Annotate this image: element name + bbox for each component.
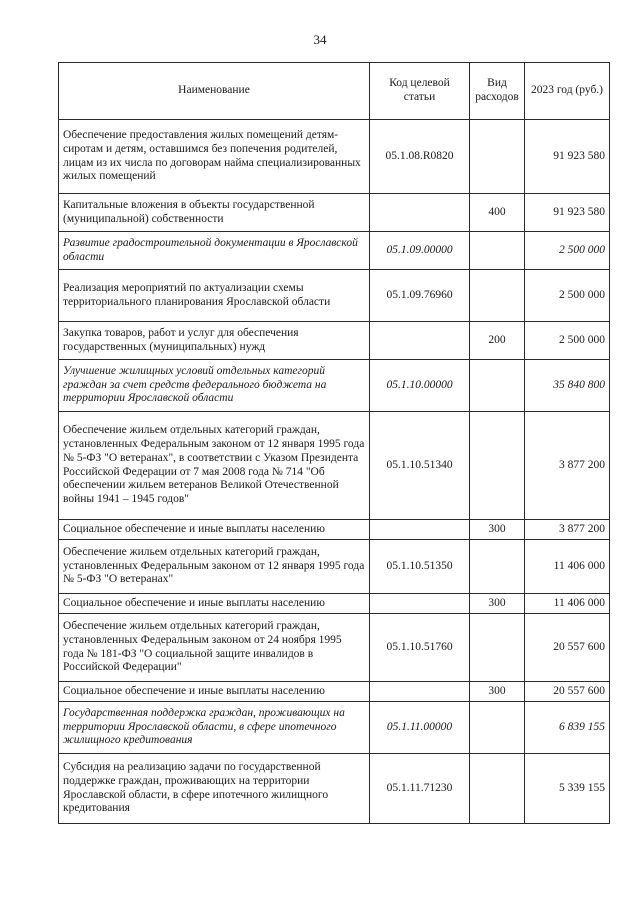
row-type: 300 [470,682,525,702]
row-code: 05.1.09.76960 [370,270,470,322]
row-amount: 3 877 200 [525,520,610,540]
table-header-row [59,63,610,120]
table-row [59,520,610,540]
row-code: 05.1.10.51760 [370,614,470,682]
row-name: Капитальные вложения в объекты государственной (муниципальной) собственности [59,194,370,232]
table-row [59,322,610,360]
row-type [470,120,525,194]
row-amount: 11 406 000 [525,540,610,594]
row-name: Реализация мероприятий по актуализации схемы территориального планирования Ярославской области [59,270,370,322]
row-amount: 91 923 580 [525,120,610,194]
row-code [370,194,470,232]
header-name: Наименование [59,63,370,120]
row-name: Социальное обеспечение и иные выплаты населению [59,682,370,702]
row-type: 400 [470,194,525,232]
table-row [59,754,610,824]
row-amount: 2 500 000 [525,232,610,270]
row-name: Обеспечение предоставления жилых помещений детям-сиротам и детям, оставшимся без попечения родителей, лицам из их числа по договорам найма специализированных жилых помещений [59,120,370,194]
row-type [470,360,525,412]
row-amount: 20 557 600 [525,614,610,682]
table-row [59,270,610,322]
table-row [59,702,610,754]
row-code [370,682,470,702]
header-type: Вид расходов [470,63,525,120]
row-code: 05.1.10.51350 [370,540,470,594]
row-amount: 3 877 200 [525,412,610,520]
row-code: 05.1.09.00000 [370,232,470,270]
table-row [59,540,610,594]
table-row [59,120,610,194]
row-code [370,594,470,614]
row-amount: 91 923 580 [525,194,610,232]
row-amount: 6 839 155 [525,702,610,754]
row-name: Субсидия на реализацию задачи по государственной поддержке граждан, проживающих на территории Ярославской области, в сфере ипотечного жилищного кредитования [59,754,370,824]
row-name: Социальное обеспечение и иные выплаты населению [59,520,370,540]
row-amount: 5 339 155 [525,754,610,824]
row-name: Закупка товаров, работ и услуг для обеспечения государственных (муниципальных) нужд [59,322,370,360]
table-row [59,682,610,702]
row-code: 05.1.11.00000 [370,702,470,754]
row-name: Обеспечение жильем отдельных категорий граждан, установленных Федеральным законом от 12 января 1995 года № 5-ФЗ "О ветеранах", в соответствии с Указом Президента Российской Федерации от 7 мая 2008 года № 714 "Об обеспечении жильем ветеранов Великой Отечественной войны 1941 – 1945 годов" [59,412,370,520]
row-code [370,520,470,540]
row-type [470,412,525,520]
row-code: 05.1.10.00000 [370,360,470,412]
row-code: 05.1.11.71230 [370,754,470,824]
table-body [59,120,610,824]
row-type [470,232,525,270]
row-type [470,754,525,824]
header-amount: 2023 год (руб.) [525,63,610,120]
row-amount: 11 406 000 [525,594,610,614]
row-amount: 2 500 000 [525,322,610,360]
row-code [370,322,470,360]
table-row [59,232,610,270]
row-name: Развитие градостроительной документации в Ярославской области [59,232,370,270]
row-name: Обеспечение жильем отдельных категорий граждан, установленных Федеральным законом от 24 ноября 1995 года № 181-ФЗ "О социальной защите инвалидов в Российской Федерации" [59,614,370,682]
row-type [470,614,525,682]
row-name: Обеспечение жильем отдельных категорий граждан, установленных Федеральным законом от 12 января 1995 года № 5-ФЗ "О ветеранах" [59,540,370,594]
header-code: Код целевой статьи [370,63,470,120]
budget-table [58,62,610,824]
page-number: 34 [313,32,327,47]
row-type: 300 [470,520,525,540]
row-amount: 35 840 800 [525,360,610,412]
table-row [59,194,610,232]
row-amount: 2 500 000 [525,270,610,322]
table-row [59,360,610,412]
row-name: Государственная поддержка граждан, проживающих на территории Ярославской области, в сфере ипотечного жилищного кредитования [59,702,370,754]
row-code: 05.1.10.51340 [370,412,470,520]
table-row [59,594,610,614]
row-name: Улучшение жилищных условий отдельных категорий граждан за счет средств федерального бюджета на территории Ярославской области [59,360,370,412]
row-type: 300 [470,594,525,614]
row-type: 200 [470,322,525,360]
row-code: 05.1.08.R0820 [370,120,470,194]
row-type [470,702,525,754]
row-type [470,270,525,322]
table-row [59,614,610,682]
row-amount: 20 557 600 [525,682,610,702]
row-name: Социальное обеспечение и иные выплаты населению [59,594,370,614]
table-row [59,412,610,520]
row-type [470,540,525,594]
